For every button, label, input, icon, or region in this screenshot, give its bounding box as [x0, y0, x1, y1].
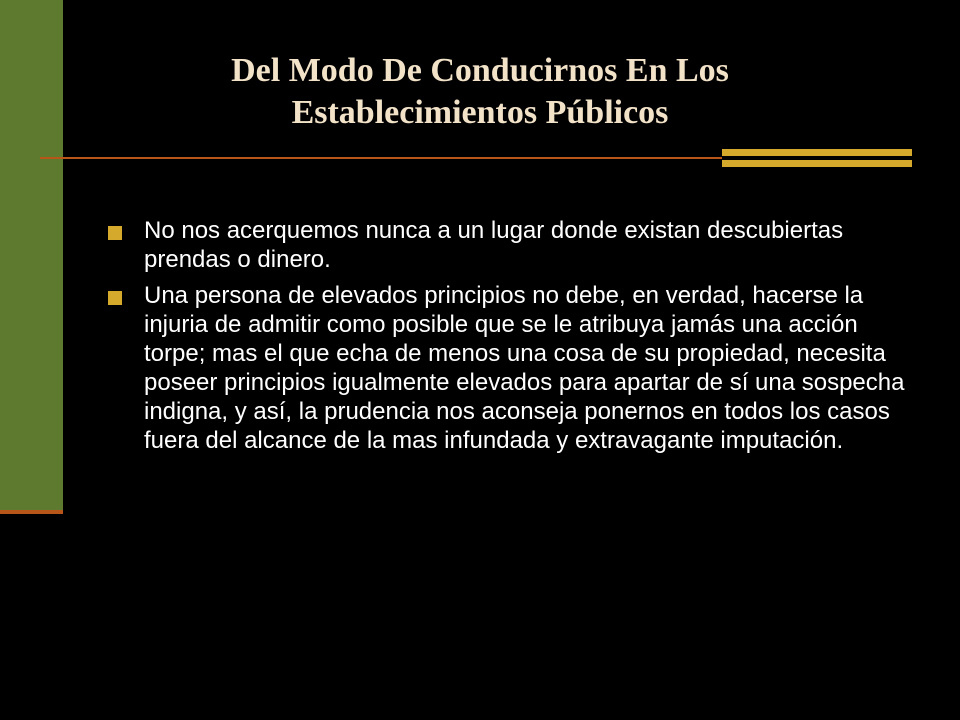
bullet-item — [108, 216, 908, 274]
square-bullet-icon — [108, 226, 122, 240]
bullet-text: Una persona de elevados principios no debe, en verdad, hacerse la injuria de admitir como posible que se le atribuya jamás una acción torpe; mas el que echa de menos una cosa de su propiedad, necesita poseer principios igualmente elevados para apartar de sí una sospecha indigna, y así, la prudencia nos aconseja ponernos en todos los casos fuera del alcance de la mas infundada y extravagante imputación. — [144, 282, 905, 454]
slide-title — [64, 50, 896, 134]
left-sidebar-bar — [0, 0, 63, 511]
accent-bar-top — [722, 149, 912, 156]
accent-bar-bottom — [722, 160, 912, 167]
slide-title-line-1: Del Modo De Conducirnos En Los — [231, 52, 729, 89]
square-bullet-icon — [108, 291, 122, 305]
bullet-text: No nos acerquemos nunca a un lugar donde existan descubiertas prendas o dinero. — [144, 217, 844, 273]
slide-title-line-2: Establecimientos Públicos — [291, 94, 669, 131]
title-divider-rule — [40, 157, 722, 159]
bullet-list — [108, 216, 908, 462]
left-sidebar-edge — [0, 510, 63, 514]
bullet-item — [108, 281, 908, 455]
